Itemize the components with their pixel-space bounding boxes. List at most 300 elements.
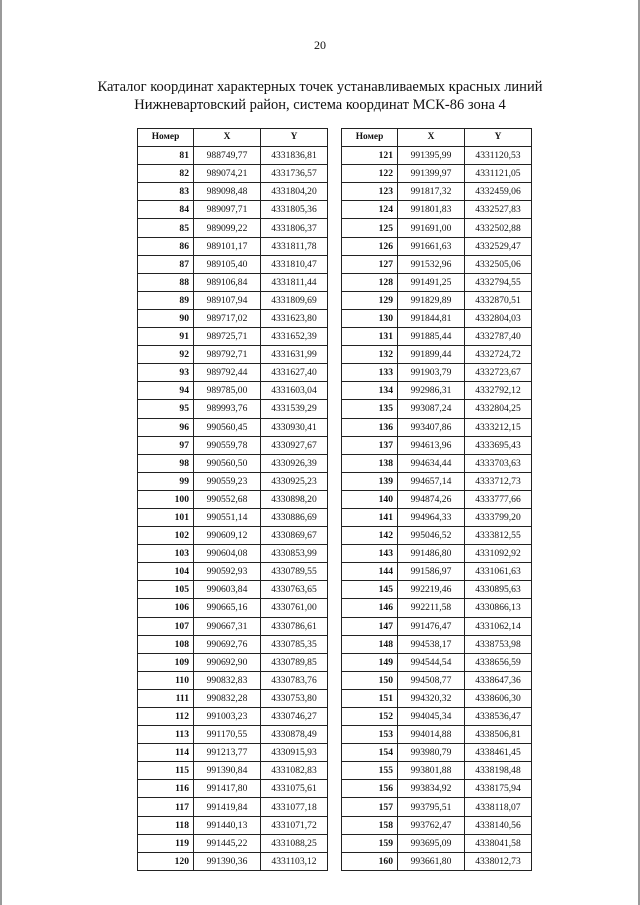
table-row: [138, 309, 328, 327]
y-coordinate: 4333812,55: [465, 527, 532, 545]
y-coordinate: 4330869,67: [261, 527, 328, 545]
x-coordinate: 993661,80: [398, 852, 465, 870]
y-coordinate: 4332870,51: [465, 291, 532, 309]
point-number: 102: [138, 527, 194, 545]
point-number: 98: [138, 454, 194, 472]
table-row: [138, 255, 328, 273]
y-coordinate: 4338041,58: [465, 834, 532, 852]
point-number: 108: [138, 635, 194, 653]
table-row: [342, 581, 532, 599]
x-coordinate: 994045,34: [398, 708, 465, 726]
point-number: 125: [342, 219, 398, 237]
table-row: [342, 671, 532, 689]
point-number: 134: [342, 382, 398, 400]
x-coordinate: 992211,58: [398, 599, 465, 617]
point-number: 117: [138, 798, 194, 816]
point-number: 110: [138, 671, 194, 689]
y-coordinate: 4330886,69: [261, 508, 328, 526]
x-coordinate: 994634,44: [398, 454, 465, 472]
x-coordinate: 991661,63: [398, 237, 465, 255]
y-coordinate: 4330926,39: [261, 454, 328, 472]
x-coordinate: 990559,23: [194, 472, 261, 490]
point-number: 103: [138, 545, 194, 563]
x-coordinate: 991829,89: [398, 291, 465, 309]
y-coordinate: 4338461,45: [465, 744, 532, 762]
y-coordinate: 4331092,92: [465, 545, 532, 563]
x-coordinate: 989993,76: [194, 400, 261, 418]
point-number: 83: [138, 183, 194, 201]
point-number: 155: [342, 762, 398, 780]
y-coordinate: 4330785,35: [261, 635, 328, 653]
point-number: 152: [342, 708, 398, 726]
x-coordinate: 991586,97: [398, 563, 465, 581]
y-coordinate: 4330925,23: [261, 472, 328, 490]
table-row: [138, 617, 328, 635]
y-coordinate: 4338656,59: [465, 653, 532, 671]
y-coordinate: 4331631,99: [261, 346, 328, 364]
y-coordinate: 4331062,14: [465, 617, 532, 635]
table-row: [342, 834, 532, 852]
x-coordinate: 995046,52: [398, 527, 465, 545]
y-coordinate: 4331810,47: [261, 255, 328, 273]
point-number: 127: [342, 255, 398, 273]
point-number: 140: [342, 490, 398, 508]
y-coordinate: 4331811,78: [261, 237, 328, 255]
x-coordinate: 989074,21: [194, 165, 261, 183]
x-coordinate: 988749,77: [194, 147, 261, 165]
table-row: [138, 165, 328, 183]
y-coordinate: 4331603,04: [261, 382, 328, 400]
y-coordinate: 4332502,88: [465, 219, 532, 237]
table-row: [138, 816, 328, 834]
y-coordinate: 4331088,25: [261, 834, 328, 852]
table-row: [138, 219, 328, 237]
y-coordinate: 4332804,25: [465, 400, 532, 418]
x-coordinate: 990604,08: [194, 545, 261, 563]
point-number: 111: [138, 689, 194, 707]
point-number: 149: [342, 653, 398, 671]
header-y: Y: [465, 129, 532, 147]
y-coordinate: 4338012,73: [465, 852, 532, 870]
table-header-row: [342, 129, 532, 147]
point-number: 139: [342, 472, 398, 490]
point-number: 81: [138, 147, 194, 165]
x-coordinate: 989785,00: [194, 382, 261, 400]
y-coordinate: 4338606,30: [465, 689, 532, 707]
y-coordinate: 4331075,61: [261, 780, 328, 798]
table-row: [342, 382, 532, 400]
table-row: [138, 454, 328, 472]
header-x: X: [194, 129, 261, 147]
y-coordinate: 4332723,67: [465, 364, 532, 382]
table-row: [342, 762, 532, 780]
header-x: X: [398, 129, 465, 147]
x-coordinate: 991691,00: [398, 219, 465, 237]
x-coordinate: 991170,55: [194, 726, 261, 744]
point-number: 109: [138, 653, 194, 671]
point-number: 116: [138, 780, 194, 798]
y-coordinate: 4332459,06: [465, 183, 532, 201]
table-row: [138, 653, 328, 671]
point-number: 87: [138, 255, 194, 273]
y-coordinate: 4331061,63: [465, 563, 532, 581]
point-number: 120: [138, 852, 194, 870]
table-row: [138, 834, 328, 852]
table-row: [138, 201, 328, 219]
x-coordinate: 989717,02: [194, 309, 261, 327]
x-coordinate: 990603,84: [194, 581, 261, 599]
point-number: 146: [342, 599, 398, 617]
table-row: [138, 346, 328, 364]
x-coordinate: 993695,09: [398, 834, 465, 852]
table-row: [138, 563, 328, 581]
table-row: [138, 418, 328, 436]
x-coordinate: 990560,50: [194, 454, 261, 472]
x-coordinate: 992219,46: [398, 581, 465, 599]
point-number: 122: [342, 165, 398, 183]
x-coordinate: 993762,47: [398, 816, 465, 834]
x-coordinate: 989792,71: [194, 346, 261, 364]
x-coordinate: 991419,84: [194, 798, 261, 816]
point-number: 128: [342, 273, 398, 291]
point-number: 91: [138, 328, 194, 346]
point-number: 132: [342, 346, 398, 364]
page-number: 20: [314, 38, 326, 52]
table-row: [342, 708, 532, 726]
y-coordinate: 4330898,20: [261, 490, 328, 508]
table-row: [342, 508, 532, 526]
table-row: [138, 237, 328, 255]
table-row: [138, 508, 328, 526]
table-row: [138, 726, 328, 744]
y-coordinate: 4333703,63: [465, 454, 532, 472]
y-coordinate: 4333777,66: [465, 490, 532, 508]
header-y: Y: [261, 129, 328, 147]
table-row: [342, 328, 532, 346]
y-coordinate: 4338506,81: [465, 726, 532, 744]
point-number: 133: [342, 364, 398, 382]
table-row: [342, 617, 532, 635]
x-coordinate: 990552,68: [194, 490, 261, 508]
table-row: [138, 744, 328, 762]
point-number: 82: [138, 165, 194, 183]
y-coordinate: 4330786,61: [261, 617, 328, 635]
point-number: 131: [342, 328, 398, 346]
point-number: 144: [342, 563, 398, 581]
table-row: [342, 346, 532, 364]
y-coordinate: 4330789,55: [261, 563, 328, 581]
y-coordinate: 4331804,20: [261, 183, 328, 201]
page-title: [0, 78, 640, 114]
table-row: [342, 364, 532, 382]
point-number: 100: [138, 490, 194, 508]
y-coordinate: 4338647,36: [465, 671, 532, 689]
y-coordinate: 4332527,83: [465, 201, 532, 219]
point-number: 148: [342, 635, 398, 653]
x-coordinate: 990667,31: [194, 617, 261, 635]
point-number: 106: [138, 599, 194, 617]
point-number: 92: [138, 346, 194, 364]
x-coordinate: 991801,83: [398, 201, 465, 219]
point-number: 124: [342, 201, 398, 219]
table-row: [138, 436, 328, 454]
x-coordinate: 994544,54: [398, 653, 465, 671]
y-coordinate: 4331652,39: [261, 328, 328, 346]
point-number: 114: [138, 744, 194, 762]
x-coordinate: 990559,78: [194, 436, 261, 454]
x-coordinate: 993087,24: [398, 400, 465, 418]
table-row: [138, 635, 328, 653]
x-coordinate: 991390,36: [194, 852, 261, 870]
point-number: 138: [342, 454, 398, 472]
x-coordinate: 993834,92: [398, 780, 465, 798]
y-coordinate: 4331623,80: [261, 309, 328, 327]
point-number: 153: [342, 726, 398, 744]
x-coordinate: 991899,44: [398, 346, 465, 364]
point-number: 156: [342, 780, 398, 798]
x-coordinate: 993407,86: [398, 418, 465, 436]
y-coordinate: 4332529,47: [465, 237, 532, 255]
y-coordinate: 4330853,99: [261, 545, 328, 563]
x-coordinate: 994014,88: [398, 726, 465, 744]
x-coordinate: 990551,14: [194, 508, 261, 526]
y-coordinate: 4330789,85: [261, 653, 328, 671]
y-coordinate: 4332724,72: [465, 346, 532, 364]
x-coordinate: 991395,99: [398, 147, 465, 165]
table-row: [138, 599, 328, 617]
y-coordinate: 4330895,63: [465, 581, 532, 599]
y-coordinate: 4332505,06: [465, 255, 532, 273]
table-row: [138, 671, 328, 689]
x-coordinate: 991440,13: [194, 816, 261, 834]
x-coordinate: 989099,22: [194, 219, 261, 237]
table-row: [138, 382, 328, 400]
x-coordinate: 990692,90: [194, 653, 261, 671]
y-coordinate: 4331627,40: [261, 364, 328, 382]
table-row: [342, 563, 532, 581]
point-number: 119: [138, 834, 194, 852]
page-edge-left: [0, 0, 2, 905]
table-row: [138, 328, 328, 346]
table-row: [342, 400, 532, 418]
x-coordinate: 989725,71: [194, 328, 261, 346]
x-coordinate: 992986,31: [398, 382, 465, 400]
point-number: 136: [342, 418, 398, 436]
point-number: 147: [342, 617, 398, 635]
table-row: [342, 780, 532, 798]
y-coordinate: 4331121,05: [465, 165, 532, 183]
table-row: [342, 291, 532, 309]
x-coordinate: 991399,97: [398, 165, 465, 183]
x-coordinate: 989097,71: [194, 201, 261, 219]
y-coordinate: 4338118,07: [465, 798, 532, 816]
y-coordinate: 4330878,49: [261, 726, 328, 744]
y-coordinate: 4331103,12: [261, 852, 328, 870]
point-number: 105: [138, 581, 194, 599]
table-row: [342, 472, 532, 490]
point-number: 104: [138, 563, 194, 581]
table-row: [342, 273, 532, 291]
table-row: [138, 183, 328, 201]
x-coordinate: 991213,77: [194, 744, 261, 762]
point-number: 150: [342, 671, 398, 689]
table-row: [342, 309, 532, 327]
point-number: 135: [342, 400, 398, 418]
x-coordinate: 991491,25: [398, 273, 465, 291]
x-coordinate: 989098,48: [194, 183, 261, 201]
y-coordinate: 4333212,15: [465, 418, 532, 436]
y-coordinate: 4331806,37: [261, 219, 328, 237]
point-number: 145: [342, 581, 398, 599]
table-row: [342, 798, 532, 816]
table-row: [342, 418, 532, 436]
y-coordinate: 4338536,47: [465, 708, 532, 726]
coordinates-table-left: [137, 128, 328, 871]
table-row: [342, 255, 532, 273]
x-coordinate: 989101,17: [194, 237, 261, 255]
point-number: 137: [342, 436, 398, 454]
x-coordinate: 994613,96: [398, 436, 465, 454]
y-coordinate: 4331811,44: [261, 273, 328, 291]
point-number: 86: [138, 237, 194, 255]
x-coordinate: 991390,84: [194, 762, 261, 780]
point-number: 89: [138, 291, 194, 309]
table-row: [138, 147, 328, 165]
y-coordinate: 4331539,29: [261, 400, 328, 418]
y-coordinate: 4330746,27: [261, 708, 328, 726]
x-coordinate: 994874,26: [398, 490, 465, 508]
y-coordinate: 4331071,72: [261, 816, 328, 834]
point-number: 123: [342, 183, 398, 201]
y-coordinate: 4330761,00: [261, 599, 328, 617]
y-coordinate: 4330763,65: [261, 581, 328, 599]
y-coordinate: 4333799,20: [465, 508, 532, 526]
table-row: [342, 599, 532, 617]
x-coordinate: 994657,14: [398, 472, 465, 490]
x-coordinate: 991486,80: [398, 545, 465, 563]
x-coordinate: 990665,16: [194, 599, 261, 617]
table-row: [138, 273, 328, 291]
table-row: [342, 726, 532, 744]
point-number: 158: [342, 816, 398, 834]
x-coordinate: 993980,79: [398, 744, 465, 762]
y-coordinate: 4331805,36: [261, 201, 328, 219]
y-coordinate: 4331082,83: [261, 762, 328, 780]
y-coordinate: 4331809,69: [261, 291, 328, 309]
point-number: 160: [342, 852, 398, 870]
x-coordinate: 991417,80: [194, 780, 261, 798]
point-number: 121: [342, 147, 398, 165]
point-number: 142: [342, 527, 398, 545]
table-row: [342, 744, 532, 762]
x-coordinate: 993795,51: [398, 798, 465, 816]
y-coordinate: 4331736,57: [261, 165, 328, 183]
table-header-row: [138, 129, 328, 147]
table-row: [342, 527, 532, 545]
x-coordinate: 991532,96: [398, 255, 465, 273]
x-coordinate: 990592,93: [194, 563, 261, 581]
y-coordinate: 4338175,94: [465, 780, 532, 798]
point-number: 126: [342, 237, 398, 255]
point-number: 99: [138, 472, 194, 490]
point-number: 101: [138, 508, 194, 526]
table-row: [138, 762, 328, 780]
x-coordinate: 991817,32: [398, 183, 465, 201]
y-coordinate: 4330753,80: [261, 689, 328, 707]
table-row: [342, 454, 532, 472]
point-number: 88: [138, 273, 194, 291]
x-coordinate: 991903,79: [398, 364, 465, 382]
table-row: [138, 708, 328, 726]
x-coordinate: 990609,12: [194, 527, 261, 545]
x-coordinate: 990832,83: [194, 671, 261, 689]
table-row: [342, 653, 532, 671]
y-coordinate: 4338140,56: [465, 816, 532, 834]
table-row: [138, 798, 328, 816]
y-coordinate: 4331836,81: [261, 147, 328, 165]
table-row: [342, 816, 532, 834]
coordinates-table-right: [341, 128, 532, 871]
table-row: [342, 490, 532, 508]
title-line-1: Каталог координат характерных точек устанавливаемых красных линий: [97, 79, 543, 95]
table-row: [342, 852, 532, 870]
x-coordinate: 994508,77: [398, 671, 465, 689]
y-coordinate: 4338753,98: [465, 635, 532, 653]
table-row: [342, 545, 532, 563]
x-coordinate: 994964,33: [398, 508, 465, 526]
table-row: [342, 635, 532, 653]
point-number: 97: [138, 436, 194, 454]
table-row: [342, 436, 532, 454]
table-row: [138, 545, 328, 563]
table-row: [138, 291, 328, 309]
y-coordinate: 4333712,73: [465, 472, 532, 490]
y-coordinate: 4330927,67: [261, 436, 328, 454]
table-row: [342, 183, 532, 201]
point-number: 154: [342, 744, 398, 762]
x-coordinate: 989792,44: [194, 364, 261, 382]
point-number: 129: [342, 291, 398, 309]
x-coordinate: 990560,45: [194, 418, 261, 436]
x-coordinate: 991844,81: [398, 309, 465, 327]
x-coordinate: 991003,23: [194, 708, 261, 726]
table-row: [138, 852, 328, 870]
y-coordinate: 4332794,55: [465, 273, 532, 291]
y-coordinate: 4330866,13: [465, 599, 532, 617]
x-coordinate: 991476,47: [398, 617, 465, 635]
table-row: [138, 490, 328, 508]
table-row: [138, 472, 328, 490]
point-number: 151: [342, 689, 398, 707]
table-row: [138, 689, 328, 707]
table-row: [342, 219, 532, 237]
point-number: 85: [138, 219, 194, 237]
x-coordinate: 990832,28: [194, 689, 261, 707]
title-line-2: Нижневартовский район, система координат МСК-86 зона 4: [134, 97, 506, 113]
y-coordinate: 4338198,48: [465, 762, 532, 780]
table-row: [138, 527, 328, 545]
y-coordinate: 4330915,93: [261, 744, 328, 762]
point-number: 112: [138, 708, 194, 726]
point-number: 107: [138, 617, 194, 635]
x-coordinate: 993801,88: [398, 762, 465, 780]
point-number: 141: [342, 508, 398, 526]
table-row: [342, 689, 532, 707]
y-coordinate: 4331120,53: [465, 147, 532, 165]
point-number: 143: [342, 545, 398, 563]
y-coordinate: 4332792,12: [465, 382, 532, 400]
table-row: [138, 364, 328, 382]
